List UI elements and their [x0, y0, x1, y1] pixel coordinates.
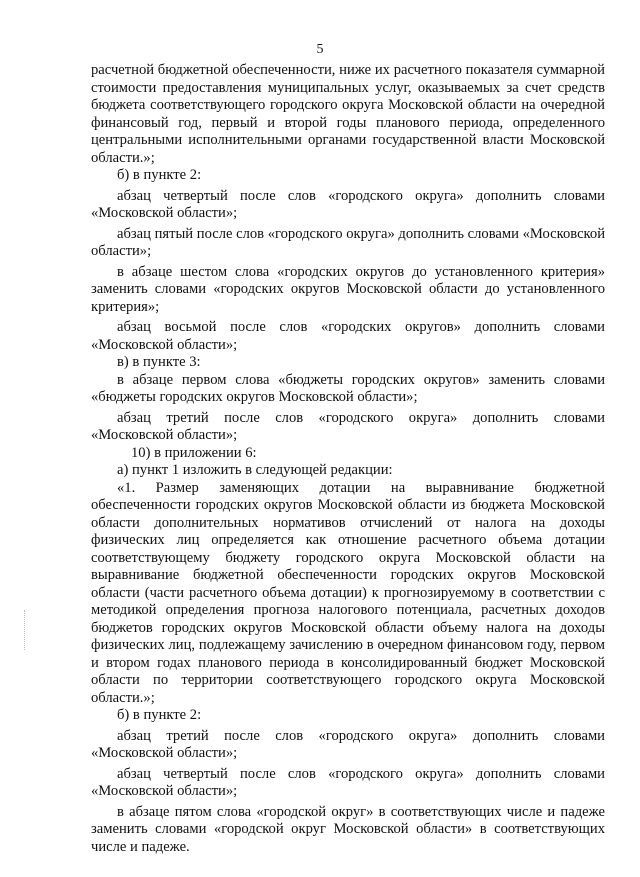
- paragraph-continuation: расчетной бюджетной обеспеченности, ниже их расчетного показателя суммарной стоимости предоставления муниципальных услуг, оказываемых за счет средств бюджета соответствующего городского округа Московской области на очередной финансовый год, первый и второй годы планового периода, определенного центральными исполнительными органами государственной власти Московской области.»;: [91, 62, 605, 166]
- paragraph-amendment: абзац третий после слов «городского округа» дополнить словами «Московской области»;: [91, 727, 605, 761]
- paragraph-amendment: в абзаце первом слова «бюджеты городских округов» заменить словами «бюджеты городских округов Московской области»;: [91, 371, 605, 405]
- scan-artifact: [24, 610, 28, 650]
- paragraph-subpoint-v: в) в пункте 3:: [117, 354, 201, 370]
- paragraph-subpoint-b: б) в пункте 2:: [117, 167, 202, 183]
- paragraph-subpoint-b: б) в пункте 2:: [117, 707, 202, 723]
- paragraph-new-wording: «1. Размер заменяющих дотации на выравнивание бюджетной обеспеченности городских округов Московской области из бюджета Московской области дополнительных нормативов отчислений от налога на доходы физических лиц определяется как отношение расчетного объема дотации соответствующему бюджету городского округа Московской области на выравнивание бюджетной обеспеченности городских округов Московской области (части расчетного объема дотации) к прогнозируемому в соответствии с методикой определения прогноза налогового потенциала, расчетных доходов бюджетов городских округов Московской области объему налога на доходы физических лиц, подлежащему зачислению в очередном финансовом году, первом и втором годах планового периода в консолидированный бюджет Московской области по территории соответствующего городского округа Московской области.»;: [91, 479, 605, 706]
- paragraph-amendment: абзац четвертый после слов «городского округа» дополнить словами «Московской области»;: [91, 765, 605, 799]
- page-number: 5: [316, 42, 324, 57]
- paragraph-subpoint-a: а) пункт 1 изложить в следующей редакции:: [117, 462, 393, 478]
- paragraph-amendment: в абзаце пятом слова «городской округ» в соответствующих числе и падеже заменить словами «городской округ Московской области» в соответствующих числе и падеже.: [91, 803, 605, 855]
- paragraph-amendment: абзац восьмой после слов «городских округов» дополнить словами «Московской области»;: [91, 319, 605, 353]
- paragraph-amendment: абзац четвертый после слов «городского округа» дополнить словами «Московской области»;: [91, 187, 605, 221]
- paragraph-item-10: 10) в приложении 6:: [131, 444, 257, 461]
- document-body: [91, 62, 605, 856]
- paragraph-amendment: в абзаце шестом слова «городских округов до установленного критерия» заменить словами «городских округов Московской области до установленного критерия»;: [91, 263, 605, 315]
- paragraph-amendment: абзац третий после слов «городского округа» дополнить словами «Московской области»;: [91, 409, 605, 443]
- paragraph-amendment: абзац пятый после слов «городского округа» дополнить словами «Московской области»;: [91, 225, 605, 259]
